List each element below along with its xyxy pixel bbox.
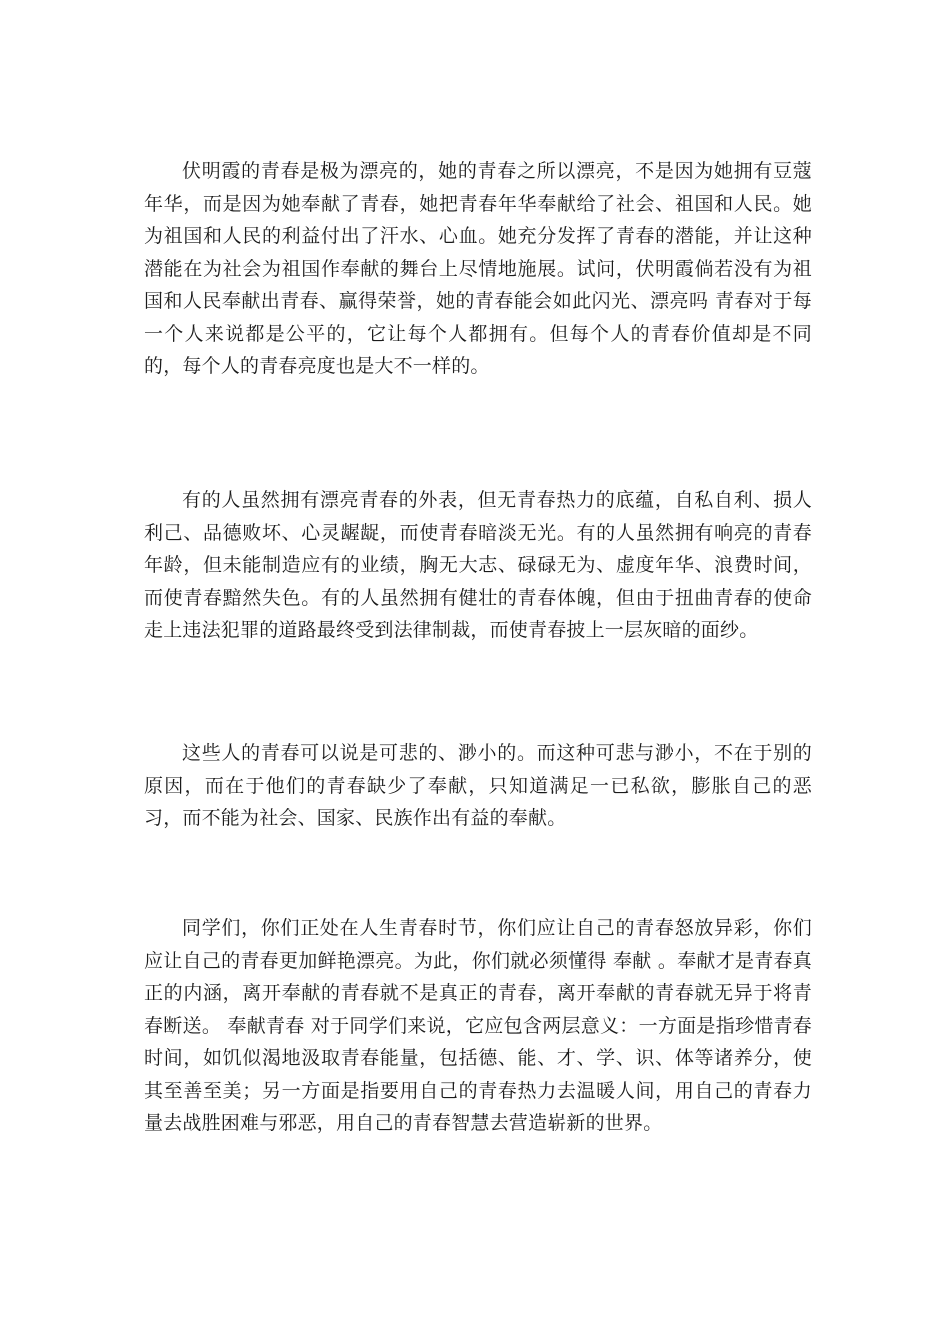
- paragraph-4: 同学们，你们正处在人生青春时节，你们应让自己的青春怒放异彩，你们应让自己的青春更加鲜艳漂亮。为此，你们就必须懂得 奉献 。奉献才是青春真正的内涵，离开奉献的青春就不是真正的青春，离开奉献的青春就无异于将青春断送。 奉献青春 对于同学们来说，它应包含两层意义：一方面是指珍惜青春时间，如饥似渴地汲取青春能量，包括德、能、才、学、识、体等诸养分，使其至善至美；另一方面是指要用自己的青春热力去温暖人间，用自己的青春力量去战胜困难与邪恶，用自己的青春智慧去营造崭新的世界。: [144, 917, 812, 1134]
- paragraph-3: 这些人的青春可以说是可悲的、渺小的。而这种可悲与渺小，不在于别的原因，而在于他们的青春缺少了奉献，只知道满足一已私欲，膨胀自己的恶习，而不能为社会、国家、民族作出有益的奉献。: [144, 742, 812, 829]
- paragraph-1: 伏明霞的青春是极为漂亮的，她的青春之所以漂亮，不是因为她拥有豆蔻年华，而是因为她奉献了青春，她把青春年华奉献给了社会、祖国和人民。她为祖国和人民的利益付出了汗水、心血。她充分发挥了青春的潜能，并让这种潜能在为社会为祖国作奉献的舞台上尽情地施展。试问，伏明霞倘若没有为祖国和人民奉献出青春、赢得荣誉，她的青春能会如此闪光、漂亮吗 青春对于每一个人来说都是公平的，它让每个人都拥有。但每个人的青春价值却是不同的，每个人的青春亮度也是大不一样的。: [144, 160, 812, 377]
- paragraph-2: 有的人虽然拥有漂亮青春的外表，但无青春热力的底蕴，自私自利、损人利己、品德败坏、心灵龌龊，而使青春暗淡无光。有的人虽然拥有响亮的青春年龄，但未能制造应有的业绩，胸无大志、碌碌无为、虚度年华、浪费时间，而使青春黯然失色。有的人虽然拥有健壮的青春体魄，但由于扭曲青春的使命走上违法犯罪的道路最终受到法律制裁，而使青春披上一层灰暗的面纱。: [144, 489, 812, 641]
